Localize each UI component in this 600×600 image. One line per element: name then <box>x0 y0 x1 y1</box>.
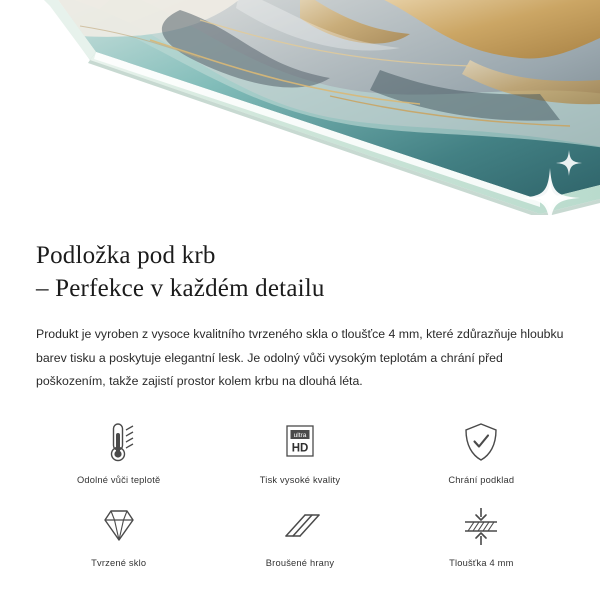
hero-image <box>0 0 600 215</box>
feature-item-polished-edges <box>209 503 390 568</box>
thickness-arrows-icon <box>459 503 503 549</box>
marble-glass-illustration <box>0 0 600 215</box>
polished-edges-icon <box>277 503 323 549</box>
hd-text: HD <box>291 442 309 455</box>
text-block <box>0 215 600 394</box>
feature-item-print-quality <box>209 420 390 485</box>
page-title <box>36 239 564 305</box>
feature-item-thickness <box>391 503 572 568</box>
headline-line-2: – Perfekce v každém detailu <box>36 275 325 302</box>
feature-label: Tloušťka 4 mm <box>449 557 514 568</box>
feature-item-temperature <box>28 420 209 485</box>
thermometer-icon <box>99 420 139 466</box>
shield-check-icon <box>461 420 501 466</box>
feature-item-protects-surface <box>391 420 572 485</box>
feature-item-tempered-glass <box>28 503 209 568</box>
feature-label: Broušené hrany <box>265 557 335 568</box>
diamond-icon <box>97 503 141 549</box>
feature-label: Odolné vůči teplotě <box>76 474 161 485</box>
feature-label: Chrání podklad <box>448 474 515 485</box>
headline-line-1: Podložka pod krb <box>36 242 216 269</box>
feature-grid <box>0 420 600 568</box>
feature-label: Tisk vysoké kvality <box>259 474 341 485</box>
ultra-hd-icon <box>278 420 322 466</box>
feature-label: Tvrzené sklo <box>91 557 147 568</box>
description-paragraph: Produkt je vyroben z vysoce kvalitního tvrzeného skla o tloušťce 4 mm, které zdůrazňuje hloubku barev tisku a poskytuje elegantní lesk. Je odolný vůči vysokým teplotám a chrání před poškozením, takže zajistí prostor kolem krbu na dlouhá léta. <box>36 327 564 389</box>
ultra-text: ultra <box>293 431 307 439</box>
